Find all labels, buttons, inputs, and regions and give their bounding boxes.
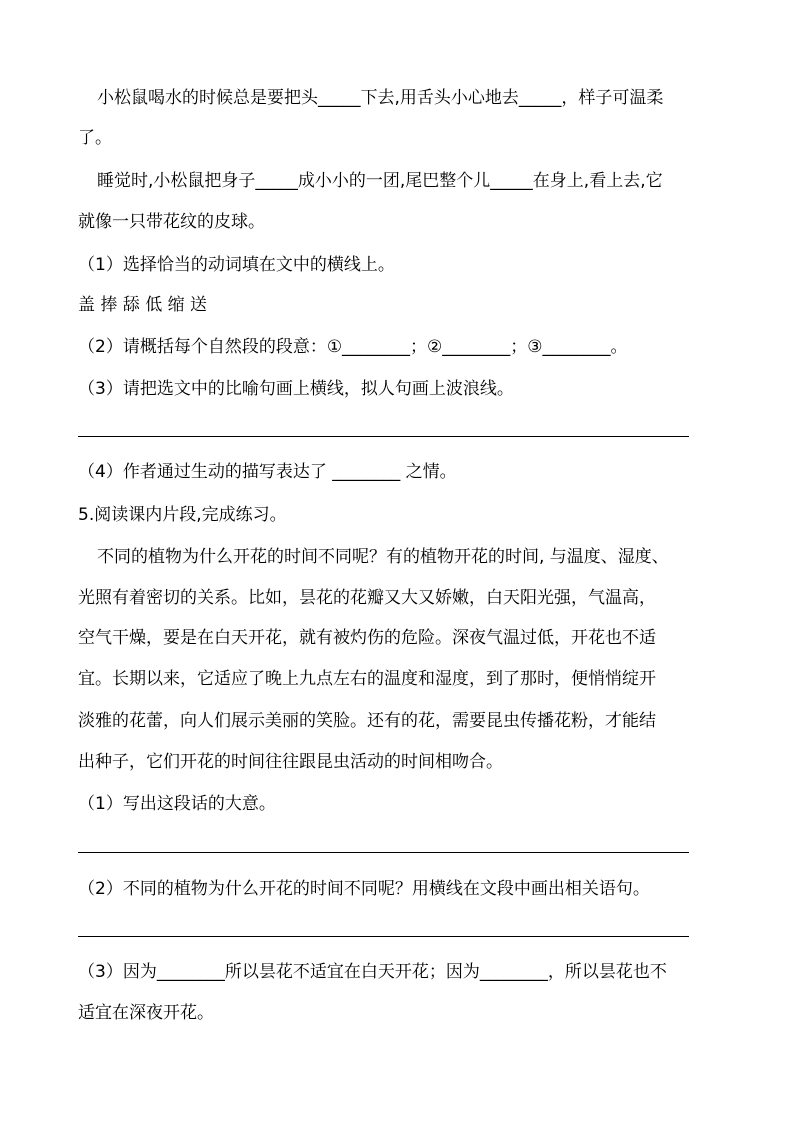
passage-2-line-1: 睡觉时,小松鼠把身子_____成小小的一团,尾巴整个儿_____在身上,看上去,它 [97,171,663,191]
passage-3-line-3: 空气干燥，要是在白天开花，就有被灼伤的危险。深夜气温过低，开花也不适 [78,628,656,648]
answer-line [78,436,689,437]
answer-line [78,852,689,853]
passage-1-line-1: 小松鼠喝水的时候总是要把头_____下去,用舌头小心地去_____，样子可温柔 [97,88,664,108]
question-5-3-line-1: （3）因为________所以昙花不适宜在白天开花；因为________，所以昙花也不 [78,962,667,982]
passage-3-line-5: 淡雅的花蕾，向人们展示美丽的笑脸。还有的花，需要昆虫传播花粉，才能结 [78,711,656,731]
verb-choices: 盖 捧 舔 低 缩 送 [78,295,208,315]
passage-3-line-4: 宜。长期以来，它适应了晚上九点左右的温度和湿度，到了那时，便悄悄绽开 [78,669,656,689]
passage-3-line-2: 光照有着密切的关系。比如，昙花的花瓣又大又娇嫩，白天阳光强，气温高， [78,588,656,608]
question-3: （3）请把选文中的比喻句画上横线，拟人句画上波浪线。 [78,379,514,399]
question-5-2: （2）不同的植物为什么开花的时间不同呢？用横线在文段中画出相关语句。 [78,879,650,899]
passage-3-line-6: 出种子，它们开花的时间往往跟昆虫活动的时间相吻合。 [78,752,503,772]
question-5-1: （1）写出这段话的大意。 [78,794,276,814]
answer-line [78,936,689,937]
passage-3-line-1: 不同的植物为什么开花的时间不同呢？有的植物开花的时间, 与温度、湿度、 [97,547,669,567]
passage-1-line-2: 了。 [78,128,112,148]
passage-2-line-2: 就像一只带花纹的皮球。 [78,212,265,232]
question-1: （1）选择恰当的动词填在文中的横线上。 [78,255,395,275]
question-5-3-line-2: 适宜在深夜开花。 [78,1003,214,1023]
question-4: （4）作者通过生动的描写表达了 ________ 之情。 [78,462,457,482]
section-5-heading: 5.阅读课内片段,完成练习。 [78,505,287,525]
question-2: （2）请概括每个自然段的段意：①________；②________；③________。 [78,337,628,357]
